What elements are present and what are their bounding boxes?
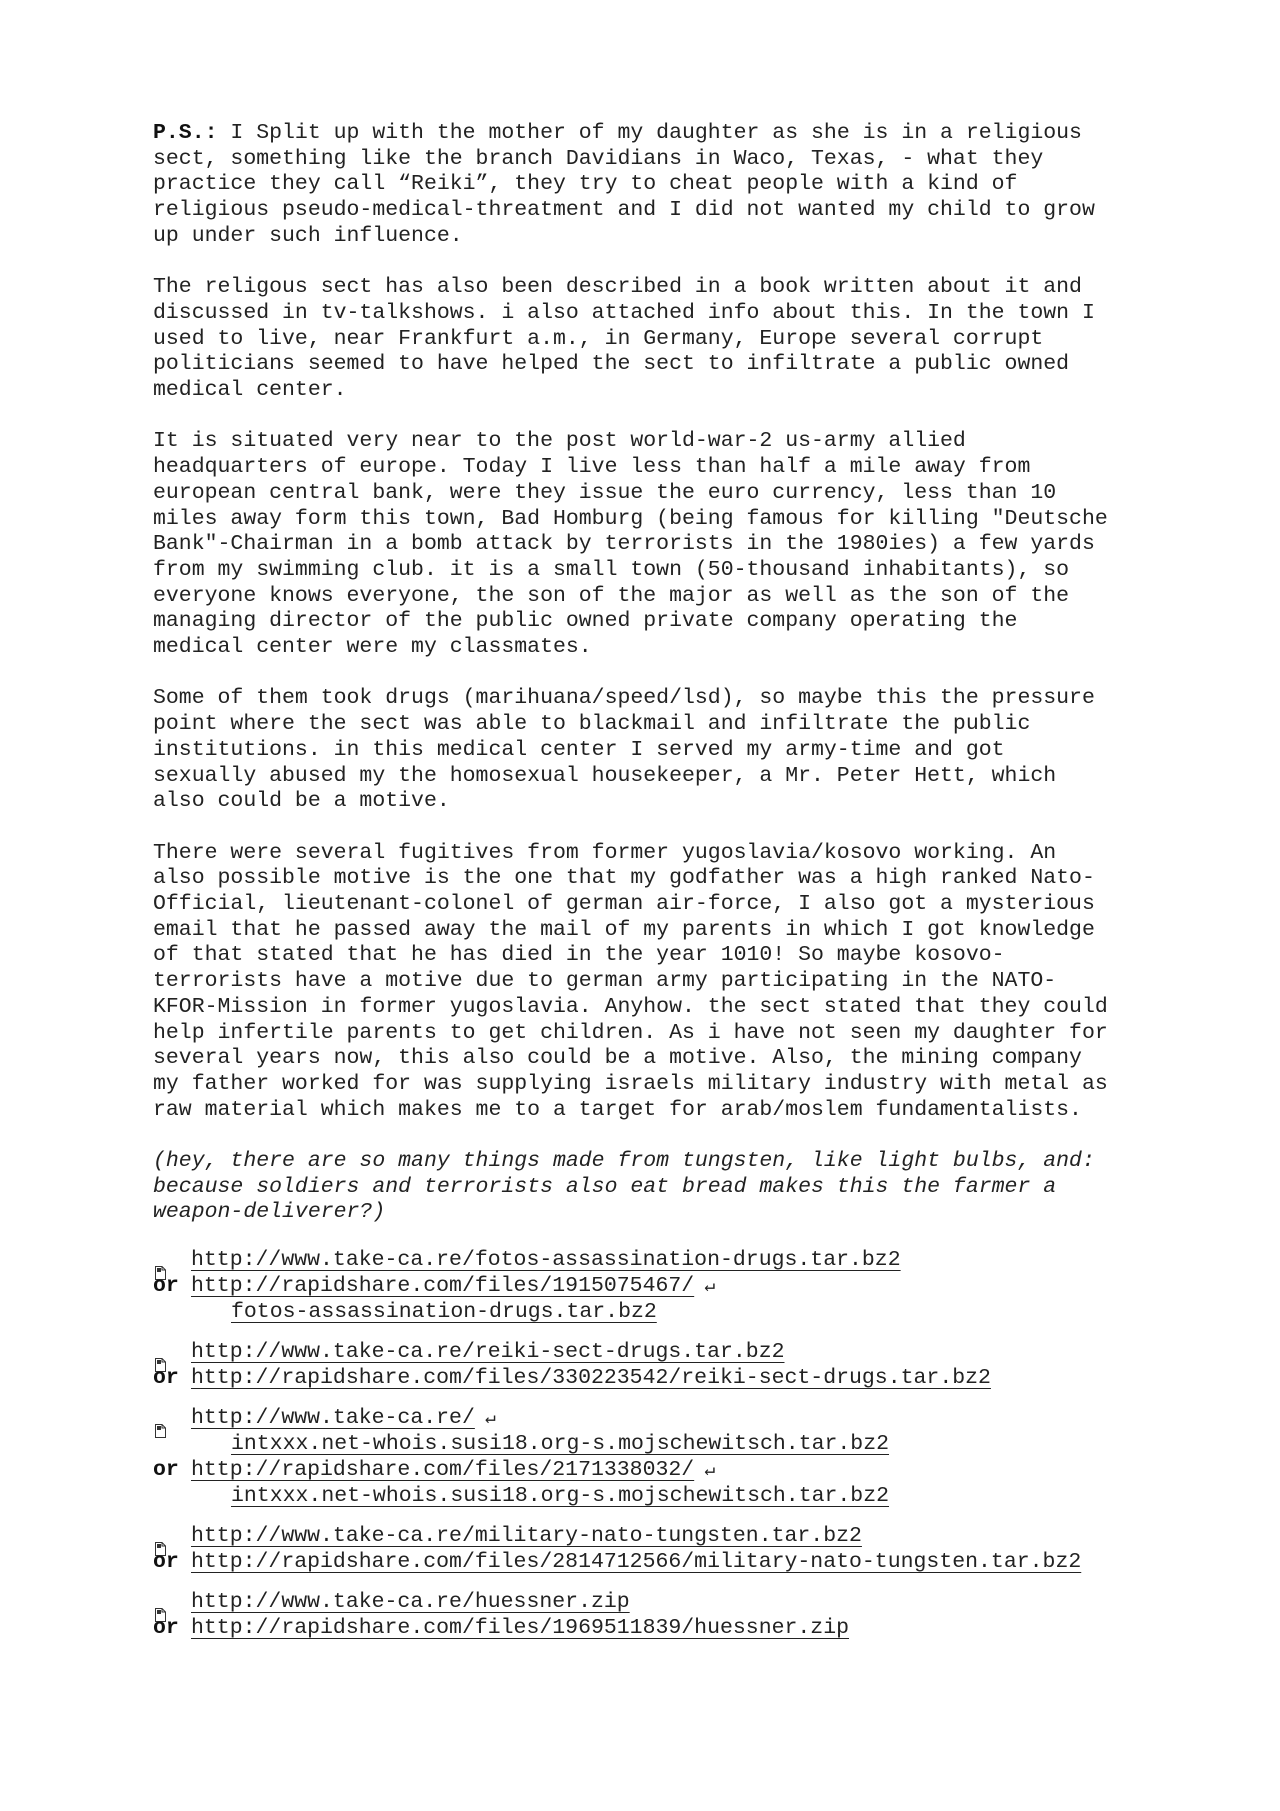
link-row-primary: [153, 1248, 1183, 1274]
mirror-link-continuation[interactable]: fotos-assassination-drugs.tar.bz2: [231, 1300, 657, 1325]
ps-line: religious pseudo-medical-threatment and I did not wanted my child to grow: [153, 198, 1095, 223]
ps-label: P.S.:: [153, 121, 218, 145]
mirror-link[interactable]: http://rapidshare.com/files/330223542/reiki-sect-drugs.tar.bz2: [191, 1366, 991, 1391]
link-row-cont: [153, 1432, 1183, 1458]
download-link-continuation[interactable]: intxxx.net-whois.susi18.org-s.mojschewitsch.tar.bz2: [231, 1432, 890, 1457]
link-group: [153, 1406, 1183, 1510]
link-row-alt: [153, 1616, 1183, 1642]
or-label: or: [153, 1366, 179, 1391]
link-row-alt: [153, 1274, 1183, 1300]
link-group: [153, 1524, 1183, 1576]
or-label: or: [153, 1458, 179, 1483]
download-link[interactable]: http://www.take-ca.re/: [191, 1406, 475, 1431]
link-row-primary: [153, 1524, 1183, 1550]
mirror-link-continuation[interactable]: intxxx.net-whois.susi18.org-s.mojschewitsch.tar.bz2: [231, 1484, 890, 1509]
link-row-alt: [153, 1550, 1183, 1576]
link-row-alt: [153, 1366, 1183, 1392]
download-link[interactable]: http://www.take-ca.re/huessner.zip: [191, 1590, 630, 1615]
line-break-arrow-icon: ↵: [704, 1461, 716, 1482]
download-link[interactable]: http://www.take-ca.re/fotos-assassination-drugs.tar.bz2: [191, 1248, 901, 1273]
italic-note: (hey, there are so many things made from tungsten, like light bulbs, and: because soldiers and terrorists also eat bread makes this the farmer a weapon-deliverer?): [153, 1149, 1095, 1225]
body-paragraph-motives: There were several fugitives from former yugoslavia/kosovo working. An also possible motive is the one that my godfather was a high ranked Nato- Official, lieutenant-colonel of german air-force, I also got a mysterious email that he passed away the mail of my parents in which I got knowledge of that stated that he has died in the year 1010! So maybe kosovo- terrorists have a motive due to german army participating in the NATO- KFOR-Mission in former yugoslavia. Anyhow. the sect stated that they could help infertile parents to get children. As i have not seen my daughter for several years now, this also could be a motive. Also, the mining company my father worked for was supplying israels military industry with metal as raw material which makes me to a target for arab/moslem fundamentalists.: [153, 840, 1108, 1122]
link-row-alt: [153, 1458, 1183, 1484]
ps-paragraph: [153, 121, 1183, 250]
link-group: [153, 1340, 1183, 1392]
ps-line: up under such influence.: [153, 223, 463, 248]
link-group: [153, 1590, 1183, 1642]
mirror-link[interactable]: http://rapidshare.com/files/2814712566/military-nato-tungsten.tar.bz2: [191, 1550, 1082, 1575]
body-paragraph-drugs: Some of them took drugs (marihuana/speed/lsd), so maybe this the pressure point where the sect was able to blackmail and infiltrate the public institutions. in this medical center I served my army-time and got sexually abused my the homosexual housekeeper, a Mr. Peter Hett, which also could be a motive.: [153, 686, 1095, 814]
link-row-cont: [153, 1484, 1183, 1510]
body-paragraph-location: It is situated very near to the post world-war-2 us-army allied headquarters of europe. Today I live less than half a mile away from european central bank, were they issue the euro currency, less than 10 miles away form this town, Bad Homburg (being famous for killing "Deutsche Bank"-Chairman in a bomb attack by terrorists in the 1980ies) a few yards from my swimming club. it is a small town (50-thousand inhabitants), so everyone knows everyone, the son of the major as well as the son of the managing director of the public owned private company operating the medical center were my classmates.: [153, 429, 1108, 660]
link-row-primary: [153, 1590, 1183, 1616]
link-group: [153, 1248, 1183, 1326]
mirror-link[interactable]: http://rapidshare.com/files/1969511839/huessner.zip: [191, 1616, 850, 1641]
line-break-arrow-icon: ↵: [704, 1277, 716, 1298]
body-paragraph-sect: The religous sect has also been described in a book written about it and discussed in tv-talkshows. i also attached info about this. In the town I used to live, near Frankfurt a.m., in Germany, Europe several corrupt politicians seemed to have helped the sect to infiltrate a public owned medical center.: [153, 275, 1095, 403]
or-label: or: [153, 1616, 179, 1641]
line-break-arrow-icon: ↵: [484, 1409, 496, 1430]
mirror-link[interactable]: http://rapidshare.com/files/1915075467/: [191, 1274, 695, 1299]
link-row-primary: [153, 1340, 1183, 1366]
link-row-cont: [153, 1300, 1183, 1326]
document-page: [153, 121, 1183, 1656]
or-label: or: [153, 1550, 179, 1575]
link-row-primary: [153, 1406, 1183, 1432]
download-link[interactable]: http://www.take-ca.re/reiki-sect-drugs.tar.bz2: [191, 1340, 785, 1365]
ps-line: practice they call “Reiki”, they try to cheat people with a kind of: [153, 172, 1018, 197]
mirror-link[interactable]: http://rapidshare.com/files/2171338032/: [191, 1458, 695, 1483]
ps-line: sect, something like the branch Davidians in Waco, Texas, - what they: [153, 146, 1044, 171]
ps-first-line: I Split up with the mother of my daughter as she is in a religious: [217, 121, 1082, 145]
download-link[interactable]: http://www.take-ca.re/military-nato-tungsten.tar.bz2: [191, 1524, 862, 1549]
or-label: or: [153, 1274, 179, 1299]
